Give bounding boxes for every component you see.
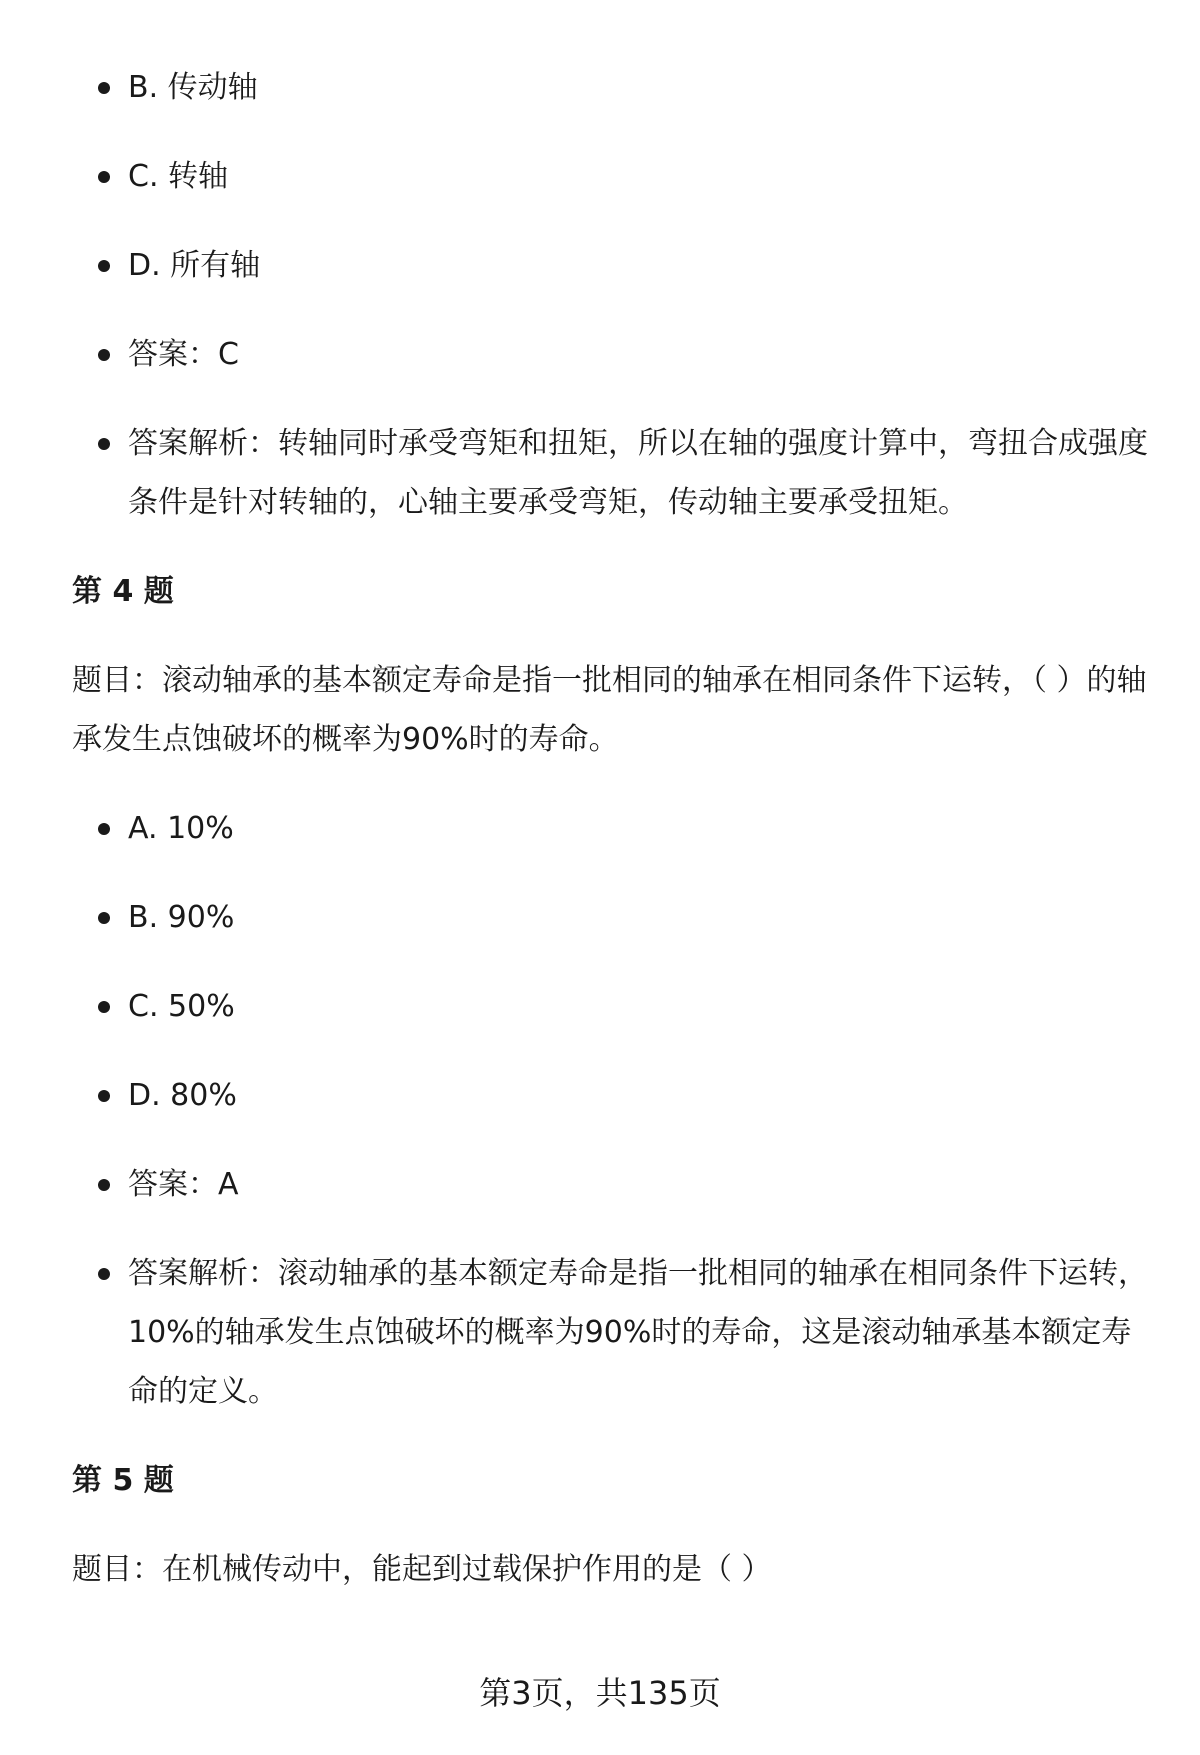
previous-question-option-list [72, 58, 1152, 532]
question-4-option-list [72, 799, 1152, 1421]
question-4-stem: 题目：滚动轴承的基本额定寿命是指一批相同的轴承在相同条件下运转，（ ）的轴承发生点蚀破坏的概率为90%时的寿命。 [72, 663, 1147, 757]
list-item-option-d: D. 80% [72, 1066, 1152, 1125]
page-number-footer: 第3页，共135页 [479, 1674, 721, 1712]
question-5-stem: 题目：在机械传动中，能起到过载保护作用的是（ ） [72, 1552, 772, 1587]
list-item-answer: 答案：A [72, 1155, 1152, 1214]
question-5-heading: 第 5 题 [72, 1463, 174, 1498]
list-item-explanation: 答案解析：转轴同时承受弯矩和扭矩，所以在轴的强度计算中，弯扭合成强度条件是针对转轴的，心轴主要承受弯矩，传动轴主要承受扭矩。 [72, 414, 1152, 532]
document-page [72, 58, 1152, 1629]
question-4-heading: 第 4 题 [72, 574, 174, 609]
list-item-option-b: B. 90% [72, 888, 1152, 947]
list-item-explanation: 答案解析：滚动轴承的基本额定寿命是指一批相同的轴承在相同条件下运转，10%的轴承发生点蚀破坏的概率为90%时的寿命，这是滚动轴承基本额定寿命的定义。 [72, 1244, 1152, 1421]
list-item-option-c: C. 50% [72, 977, 1152, 1036]
list-item-option-d: D. 所有轴 [72, 236, 1152, 295]
list-item-option-a: A. 10% [72, 799, 1152, 858]
list-item-answer: 答案：C [72, 325, 1152, 384]
list-item-option-c: C. 转轴 [72, 147, 1152, 206]
list-item-option-b: B. 传动轴 [72, 58, 1152, 117]
